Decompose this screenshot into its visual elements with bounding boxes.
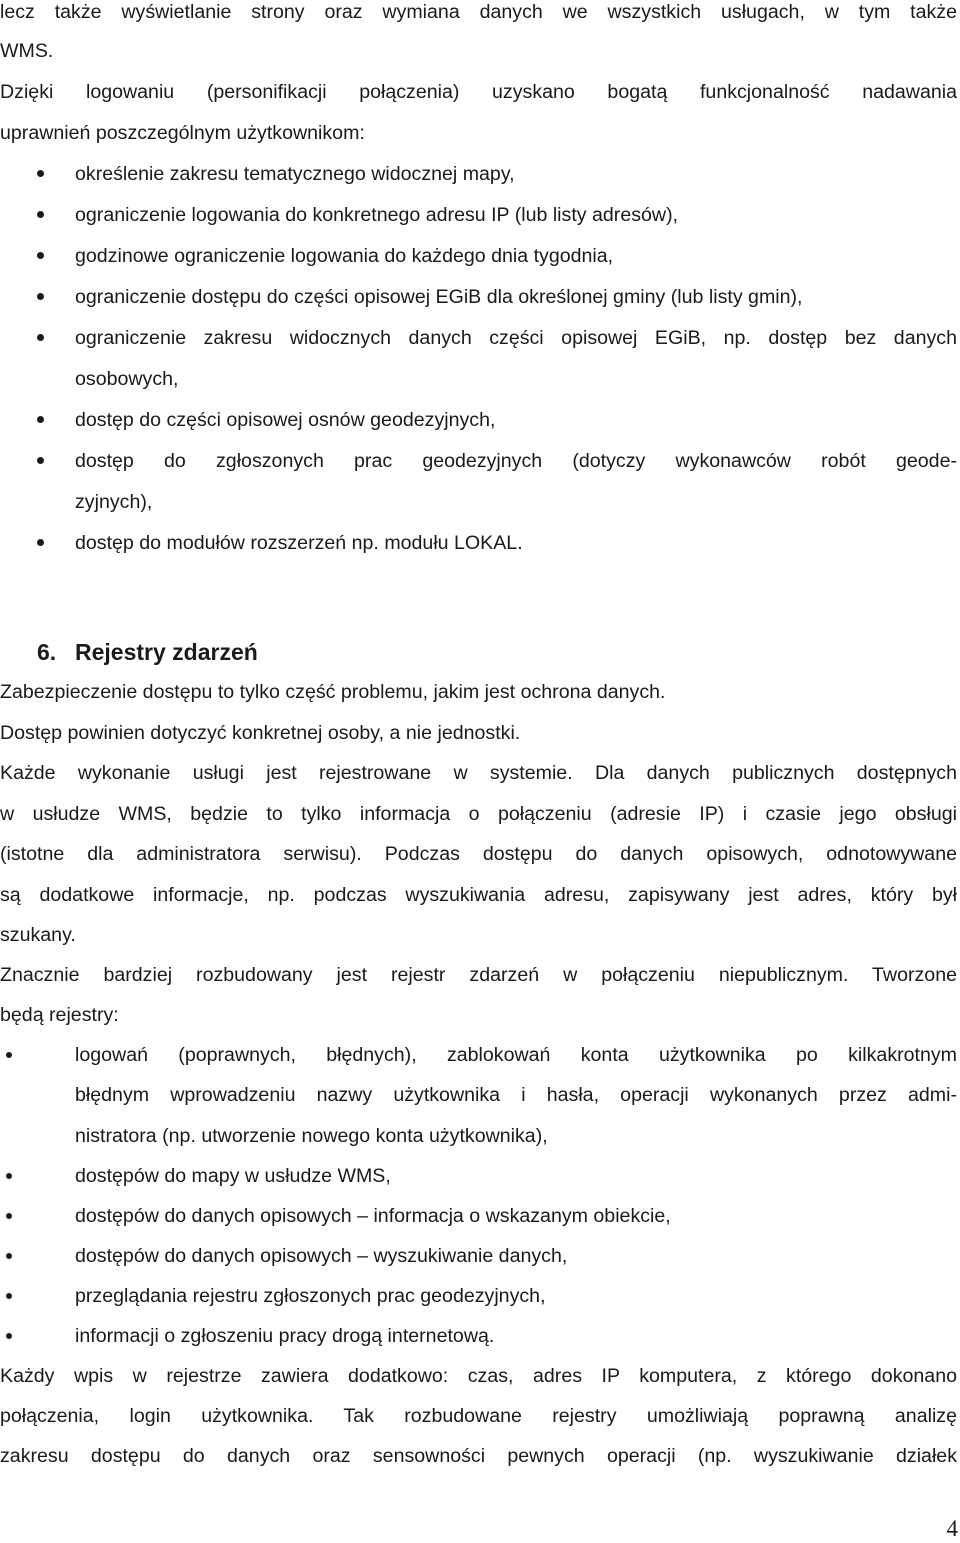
bullet-icon: [37, 457, 44, 464]
body-paragraph-3-line-1: Każde wykonanie usługi jest rejestrowane w systemie. Dla danych publicznych dostępnych: [0, 762, 957, 784]
body-paragraph-3-line-5: szukany.: [0, 924, 76, 946]
bullet-icon: [37, 252, 44, 259]
list-item: godzinowe ograniczenie logowania do każdego dnia tygodnia,: [75, 245, 614, 267]
section-heading: [37, 638, 258, 666]
bullet-icon: [37, 539, 44, 546]
list-item-continuation: zyjnych),: [75, 491, 153, 513]
page-number: 4: [946, 1516, 958, 1541]
bullet-icon: [6, 1052, 12, 1058]
list-item-continuation: błędnym wprowadzeniu nazwy użytkownika i hasła, operacji wykonanych przez admi-: [75, 1084, 957, 1106]
list-item: informacji o zgłoszeniu pracy drogą internetową.: [75, 1325, 495, 1347]
list-item: ograniczenie logowania do konkretnego adresu IP (lub listy adresów),: [75, 204, 679, 226]
bullet-icon: [37, 334, 44, 341]
intro-line-2: WMS.: [0, 40, 54, 62]
list-item: określenie zakresu tematycznego widocznej mapy,: [75, 163, 515, 185]
list-item: dostępów do danych opisowych – wyszukiwanie danych,: [75, 1245, 568, 1267]
closing-line-1: Każdy wpis w rejestrze zawiera dodatkowo: czas, adres IP komputera, z którego dokonano: [0, 1365, 957, 1387]
bullet-icon: [37, 170, 44, 177]
list-item: logowań (poprawnych, błędnych), zablokowań konta użytkownika po kilkakrotnym: [75, 1044, 957, 1066]
list-item: ograniczenie dostępu do części opisowej EGiB dla określonej gminy (lub listy gmin),: [75, 286, 803, 308]
list-item: dostęp do części opisowej osnów geodezyjnych,: [75, 409, 496, 431]
bullet-icon: [37, 211, 44, 218]
list-item: dostępów do danych opisowych – informacja o wskazanym obiekcie,: [75, 1205, 671, 1227]
bullet-icon: [37, 416, 44, 423]
bullet-icon: [6, 1333, 12, 1339]
body-paragraph-3-line-4: są dodatkowe informacje, np. podczas wyszukiwania adresu, zapisywany jest adres, który był: [0, 884, 957, 906]
bullet-icon: [6, 1213, 12, 1219]
list-item: dostępów do mapy w usłudze WMS,: [75, 1165, 391, 1187]
body-paragraph-4-line-1: Znacznie bardziej rozbudowany jest rejestr zdarzeń w połączeniu niepublicznym. Tworzone: [0, 964, 957, 986]
bullet-icon: [6, 1293, 12, 1299]
body-paragraph-3-line-2: w usłudze WMS, będzie to tylko informacja o połączeniu (adresie IP) i czasie jego obsługi: [0, 803, 957, 825]
body-paragraph-1: Zabezpieczenie dostępu to tylko część problemu, jakim jest ochrona danych.: [0, 681, 666, 703]
section-number: 6.: [37, 639, 57, 665]
bullet-icon: [37, 293, 44, 300]
section-title: Rejestry zdarzeń: [75, 639, 258, 665]
closing-line-2: połączenia, login użytkownika. Tak rozbudowane rejestry umożliwiają poprawną analizę: [0, 1405, 957, 1427]
body-paragraph-3-line-3: (istotne dla administratora serwisu). Podczas dostępu do danych opisowych, odnotowywane: [0, 843, 957, 865]
body-paragraph-4-line-2: będą rejestry:: [0, 1004, 119, 1026]
list-item: przeglądania rejestru zgłoszonych prac geodezyjnych,: [75, 1285, 546, 1307]
closing-line-3: zakresu dostępu do danych oraz sensowności pewnych operacji (np. wyszukiwanie działek: [0, 1445, 957, 1467]
list-item-continuation: nistratora (np. utworzenie nowego konta użytkownika),: [75, 1125, 548, 1147]
list-item: ograniczenie zakresu widocznych danych części opisowej EGiB, np. dostęp bez danych: [75, 327, 957, 349]
list-item: dostęp do zgłoszonych prac geodezyjnych (dotyczy wykonawców robót geode-: [75, 450, 957, 472]
bullet-icon: [6, 1253, 12, 1259]
list-item-continuation: osobowych,: [75, 368, 179, 390]
list-item: dostęp do modułów rozszerzeń np. modułu LOKAL.: [75, 532, 523, 554]
bullet-icon: [6, 1173, 12, 1179]
intro-line-4: uprawnień poszczególnym użytkownikom:: [0, 122, 365, 144]
intro-line-3: Dzięki logowaniu (personifikacji połączenia) uzyskano bogatą funkcjonalność nadawania: [0, 81, 957, 103]
body-paragraph-2: Dostęp powinien dotyczyć konkretnej osoby, a nie jednostki.: [0, 722, 521, 744]
intro-line-1: lecz także wyświetlanie strony oraz wymiana danych we wszystkich usługach, w tym także: [0, 1, 957, 23]
